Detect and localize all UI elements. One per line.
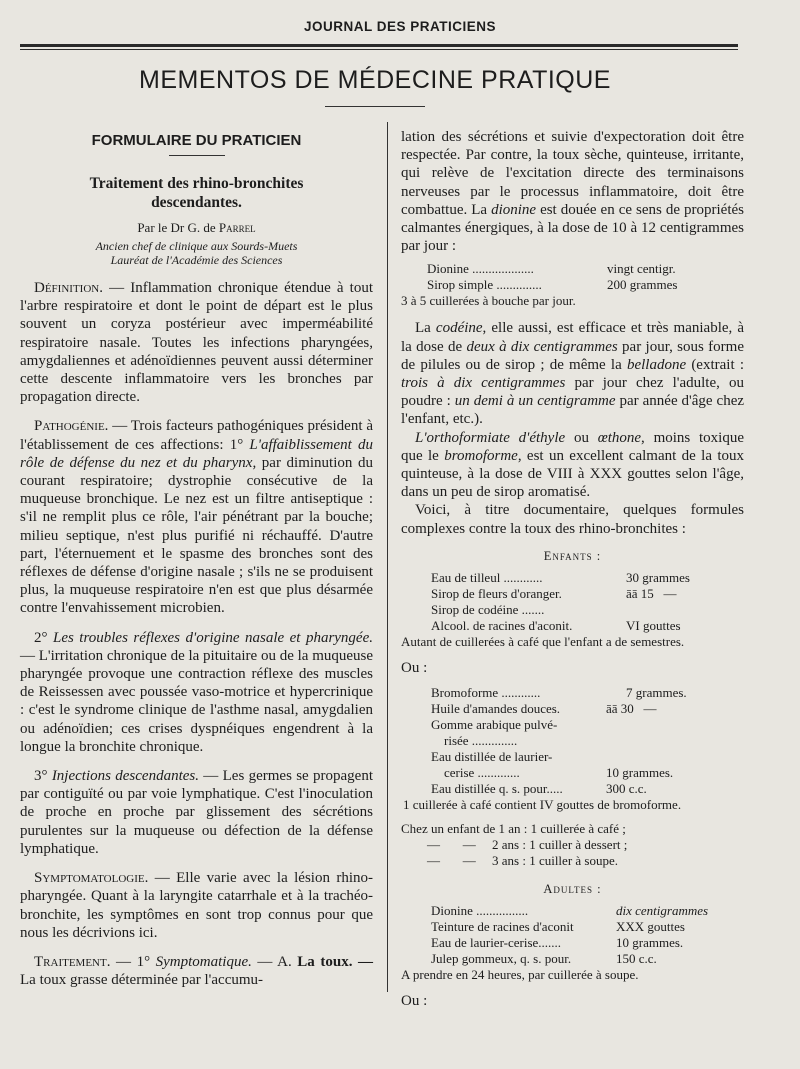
formula-row <box>431 903 744 919</box>
formula-ingredient: cerise ............. <box>431 764 520 780</box>
right-column <box>401 128 744 1010</box>
codeine-italic: deux à dix centigrammes <box>466 338 618 355</box>
adultes-heading: Adultes : <box>543 881 602 896</box>
injections-text: — Les germes se propagent par contiguïté ou par voie lymphatique. C'est l'inoculation de proche en proche par glissement des sécrétions purulentes sur la muqueuse ou défection de la défense lymphatique. <box>20 768 373 857</box>
formula-ingredient: Eau de tilleul ............ <box>431 569 543 585</box>
formula-quantity: 150 c.c. <box>616 950 657 966</box>
injections-number: 3° <box>34 768 52 785</box>
pathogenie-label: Pathogénie. <box>34 418 109 435</box>
author-name: Parrel <box>218 220 256 235</box>
header-rule-thick <box>20 44 738 47</box>
symptomatologie-paragraph <box>20 869 373 942</box>
codeine-italic: un demi à un centigramme <box>454 393 616 410</box>
formula-ingredient: Huile d'amandes douces. <box>431 700 561 716</box>
codeine-italic: codéine <box>435 320 483 337</box>
codeine-text: (extrait : <box>686 356 744 373</box>
formula-row <box>431 618 744 634</box>
pathogenie-italic: L'affaiblissement du rôle de défense du nez et du pharynx, <box>20 436 373 471</box>
formula-ingredient: Bromoforme ............ <box>431 684 541 700</box>
formula-quantity: 10 grammes. <box>606 764 674 780</box>
formula-ingredient: Gomme arabique pulvé- <box>431 716 558 732</box>
ou-label: Ou : <box>401 992 428 1009</box>
formula-row <box>431 602 744 618</box>
codeine-text: , elle aussi, est efficace et très maniable, à la dose de <box>401 320 744 355</box>
traitement-paragraph <box>20 953 373 989</box>
formula-quantity: 200 grammes <box>607 277 678 293</box>
injections-paragraph <box>20 767 373 858</box>
ou-label: Ou : <box>401 659 428 676</box>
pathogenie-text-a: — Trois facteurs pathogéniques président à l'établissement de ces affections: 1° <box>20 418 373 453</box>
formula-note: Autant de cuillerées à café que l'enfant a de semestres. <box>401 633 685 649</box>
formula-enfants <box>401 548 744 650</box>
section-heading: FORMULAIRE DU PRATICIEN <box>91 132 302 149</box>
orthoformiate-italic: bromoforme <box>444 447 518 464</box>
formula-note: A prendre en 24 heures, par cuillerée à soupe. <box>401 966 639 982</box>
header-rule-thin <box>20 49 738 50</box>
title-rule <box>325 106 425 107</box>
dionine-text-a: lation des sécrétions et suivie d'expectoration doit être respectée. Par contre, la toux sèche, quinteuse, irritante, qui relève de l'excitation directe des terminaisons nerveuses par le processus inflammatoire, doit être combattue. La <box>401 129 744 218</box>
journal-header: JOURNAL DES PRATICIENS <box>303 19 497 34</box>
formula-quantity: 30 grammes <box>626 569 690 585</box>
affiliation-line-2: Lauréat de l'Académie des Sciences <box>110 253 283 267</box>
formula-row <box>431 765 744 781</box>
orthoformiate-text: , est un excellent calmant de la toux quinteuse, à la dose de VIII à XXX gouttes selon l'âge, dans un peu de sirop aromatisé. <box>401 447 744 501</box>
article-title-line-1: Traitement des rhino-bronchites <box>89 175 304 192</box>
codeine-italic: belladone <box>626 356 687 373</box>
formula-quantity: āā 15 — <box>626 585 677 601</box>
formula-bromoforme <box>401 685 744 813</box>
main-title: MEMENTOS DE MÉDECINE PRATIQUE <box>139 66 611 94</box>
formula-note: 1 cuillerée à café contient IV gouttes de bromoforme. <box>403 796 682 812</box>
orthoformiate-italic: œthone <box>597 429 642 446</box>
formula-row <box>427 261 744 277</box>
formula-row <box>431 951 744 967</box>
codeine-text: par jour chez l'adulte, ou poudre : <box>401 375 744 410</box>
codeine-italic: trois à dix centigrammes <box>401 375 566 392</box>
traitement-text-c: La toux grasse déterminée par l'accumu- <box>20 972 264 989</box>
formula-ingredient: Dionine ................ <box>431 902 529 918</box>
author-prefix: Par le Dr G. de <box>137 220 219 235</box>
codeine-text: La <box>415 320 436 337</box>
formula-quantity: dix centigrammes <box>616 902 709 918</box>
orthoformiate-text: ou <box>565 429 598 446</box>
article-title <box>20 174 373 212</box>
formula-ingredient: Teinture de racines d'aconit <box>431 918 574 934</box>
dosage-line: Chez un enfant de 1 an : 1 cuillerée à café ; <box>401 820 626 836</box>
dosage-line: — — 2 ans : 1 cuiller à dessert ; <box>427 836 628 852</box>
injections-italic: Injections descendantes. <box>51 768 199 785</box>
dionine-paragraph <box>401 128 744 255</box>
enfants-heading: Enfants : <box>543 548 602 563</box>
formula-ingredient: Dionine ................... <box>427 261 534 277</box>
formula-dionine <box>401 261 744 309</box>
formula-quantity: vingt centigr. <box>607 261 676 277</box>
formula-row <box>431 701 744 717</box>
formula-ingredient: Sirop simple .............. <box>427 277 542 293</box>
definition-text: — Inflammation chronique étendue à tout l'arbre respiratoire et dont le point de départ est le plus souvent un coryza postérieur avec imperméabilité respiratoire nasale. Toutes les infections pharyngées, amygdaliennes et adénoïdiennes peuvent aussi déterminer cette descente inflammatoire vers les bronches par propagation directe. <box>20 280 373 406</box>
dosage-line: — — 3 ans : 1 cuiller à soupe. <box>427 852 618 868</box>
section-rule <box>169 155 225 156</box>
affiliation-line-1: Ancien chef de clinique aux Sourds-Muets <box>95 239 298 253</box>
author-line <box>20 220 373 236</box>
formula-row <box>431 749 744 765</box>
traitement-bold: La toux. — <box>297 953 373 970</box>
reflexes-text: — L'irritation chronique de la pituitaire ou de la muqueuse pharyngée provoque une contraction réflexe des muscles de Reissessen avec poussée vaso-motrice et hypercrinique : c'est le syndrome clinique de l'asthme nasal, amygdalien ou adénoïdien; ces crises dyspnéiques engendrent à la longue la bronchite chronique. <box>20 647 374 755</box>
codeine-text: par jour, sous forme de pilules ou de sirop ; de même la <box>401 338 744 373</box>
traitement-text-b: — A. <box>251 953 298 970</box>
definition-label: Définition. <box>34 280 103 296</box>
affiliation <box>20 239 373 267</box>
definition-paragraph <box>20 279 373 406</box>
formula-ingredient: Eau distillée de laurier- <box>431 748 553 764</box>
codeine-paragraph <box>401 319 744 428</box>
formula-quantity: 300 c.c. <box>606 780 647 796</box>
formula-row <box>431 935 744 951</box>
formula-ingredient: Julep gommeux, q. s. pour. <box>431 950 572 966</box>
formula-ingredient: Eau de laurier-cerise....... <box>431 934 562 950</box>
formula-row <box>431 733 744 749</box>
formula-quantity: 10 grammes. <box>616 934 684 950</box>
formula-row <box>431 586 744 602</box>
formula-ingredient: Alcool. de racines d'aconit. <box>431 617 573 633</box>
reflexes-number: 2° <box>34 629 53 646</box>
symptomatologie-text: — Elle varie avec la lésion rhino-pharyngée. Quant à la laryngite catarrhale et à la trachéo-bronchite, les symptômes en sont trop connus pour que nous les décrivions ici. <box>20 870 373 941</box>
formula-ingredient: Eau distillée q. s. pour..... <box>431 780 563 796</box>
pathogenie-text-b: par diminution du courant respiratoire; dystrophie consécutive de la muqueuse bronchique. Le nez est un filtre antiseptique : s'il ne remplit plus ce rôle, l'air pénétrant par la bouche; milieu septique, n'est plus purifié ni réchauffé. D'autre part, l'éternuement et le spasme des bronches sont des réflexes de défense d'origine nasale ; s'ils ne se produisent plus, la muqueuse respiratoire n'en est que plus désarmée contre l'envahissement microbien. <box>20 454 373 617</box>
reflexes-paragraph <box>20 629 373 756</box>
formula-row <box>431 570 744 586</box>
traitement-italic: Symptomatique. <box>155 953 252 970</box>
left-column <box>20 128 373 989</box>
dionine-italic: dionine <box>491 201 537 218</box>
formula-ingredient: Sirop de codéine ....... <box>431 601 545 617</box>
formula-row <box>431 717 744 733</box>
traitement-label: Traitement. <box>34 953 111 970</box>
symptomatologie-label: Symptomatologie. <box>34 870 149 887</box>
codeine-text: par année d'âge chez l'enfant, etc.). <box>401 393 745 428</box>
formula-ingredient: risée .............. <box>431 732 518 748</box>
traitement-text-a: — 1° <box>110 953 156 970</box>
formula-row <box>427 277 744 293</box>
dosage-table <box>401 821 744 869</box>
formula-quantity: XXX gouttes <box>616 918 685 934</box>
reflexes-italic: Les troubles réflexes d'origine nasale et pharyngée. <box>52 629 373 646</box>
article-title-line-2: descendantes. <box>151 194 242 211</box>
formules-intro: Voici, à titre documentaire, quelques formules complexes contre la toux des rhino-bronchites : <box>401 502 744 537</box>
formula-adultes <box>401 881 744 983</box>
formula-row <box>431 919 744 935</box>
orthoformiate-text: , moins toxique que le <box>401 429 744 464</box>
formula-quantity: 7 grammes. <box>626 684 687 700</box>
formula-quantity: āā 30 — <box>606 700 657 716</box>
formula-ingredient: Sirop de fleurs d'oranger. <box>431 585 562 601</box>
orthoformiate-italic: L'orthoformiate d'éthyle <box>415 429 566 446</box>
formula-row <box>431 781 744 797</box>
pathogenie-paragraph <box>20 417 373 617</box>
formula-quantity: VI gouttes <box>626 617 681 633</box>
orthoformiate-paragraph <box>401 429 744 502</box>
formula-row <box>431 685 744 701</box>
formula-note: 3 à 5 cuillerées à bouche par jour. <box>401 293 576 309</box>
column-divider <box>387 122 388 992</box>
dionine-text-b: est douée en ce sens de propriétés calmantes énergiques, à la dose de 10 à 12 centigrammes par jour : <box>401 201 745 255</box>
